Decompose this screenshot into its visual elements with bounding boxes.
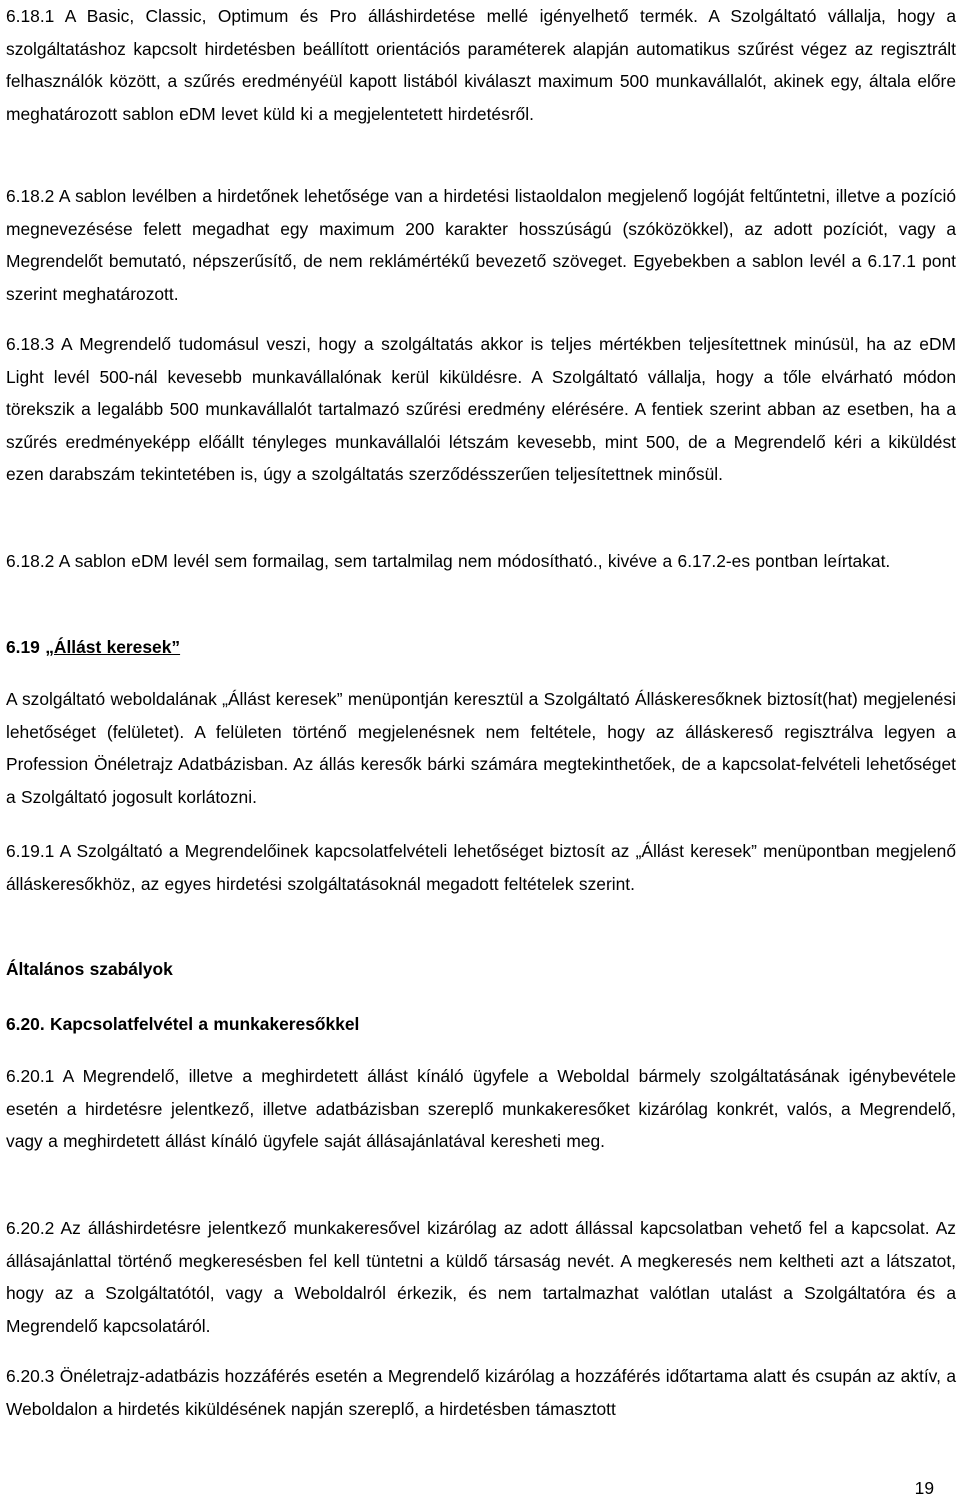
page-number: 19 [914,1478,934,1498]
paragraph-6-20-1: 6.20.1 A Megrendelő, illetve a meghirdetett állást kínáló ügyfele a Weboldal bármely szolgáltatásának igénybevétele esetén a hirdetésre jelentkező, illetve adatbázisban szereplő munkakeresőket kizárólag konkrét, valós, a Megrendelő, vagy a meghirdetett állást kínáló ügyfele saját állásajánlatával keresheti meg. [6,1066,956,1152]
section-number-6-19: 6.19 [6,637,46,657]
heading-general-rules: Általános szabályok [6,959,173,979]
section-heading-6-20: 6.20. Kapcsolatfelvétel a munkakeresőkkel [6,1014,360,1034]
paragraph-6-20-3: 6.20.3 Önéletrajz-adatbázis hozzáférés esetén a Megrendelő kizárólag a hozzáférés időtartama alatt és csupán az aktív, a Weboldalon a hirdetés kiküldésének napján szereplő, a hirdetésben támasztott [6,1366,956,1419]
paragraph-6-18-1: 6.18.1 A Basic, Classic, Optimum és Pro álláshirdetése mellé igényelhető termék. A Szolgáltató vállalja, hogy a szolgáltatáshoz kapcsolt hirdetésben beállított orientációs paraméterek alapján automatikus szűrést végez az regisztrált felhasználók között, a szűrés eredményéül kapott listából kiválaszt maximum 500 munkavállalót, akinek egy, általa előre meghatározott sablon eDM levet küld ki a megjelentetett hirdetésről. [6,6,956,124]
paragraph-6-18-2-edm-letter: 6.18.2 A sablon eDM levél sem formailag, sem tartalmilag nem módosítható., kivéve a 6.17.2-es pontban leírtakat. [6,551,891,571]
section-heading-6-19 [6,631,180,664]
paragraph-6-18-2-template-letter: 6.18.2 A sablon levélben a hirdetőnek lehetősége van a hirdetési listaoldalon megjelenő logóját feltűntetni, illetve a pozíció megnevezésése felett megadhat egy maximum 200 karakter hosszúságú (szóközökkel), az adott pozíciót, vagy a Megrendelőt bemutató, népszerűsítő, de nem reklámértékű bevezető szöveget. Egyebekben a sablon levél a 6.17.1 pont szerint meghatározott. [6,186,956,304]
paragraph-6-18-3: 6.18.3 A Megrendelő tudomásul veszi, hogy a szolgáltatás akkor is teljes mértékben teljesítettnek minúsül, ha az eDM Light levél 500-nál kevesebb munkavállalónak kerül kiküldésre. A Szolgáltató vállalja, hogy a tőle elvárható módon törekszik a legalább 500 munkavállalót tartalmazó szűrési eredmény elérésére. A fentiek szerint abban az esetben, ha a szűrés eredményeképp előállt tényleges munkavállalói létszám kevesebb, mint 500, de a Megrendelő kéri a kiküldést ezen darabszám tekintetében is, úgy a szolgáltatás szerződésszerűen teljesítettnek minősül. [6,334,956,485]
paragraph-6-19-intro: A szolgáltató weboldalának „Állást keresek” menüpontján keresztül a Szolgáltató Álláskeresőknek biztosít(hat) megjelenési lehetőséget (felületet). A felületen történő megjelenésnek nem feltétele, hogy az álláskereső regisztrálva legyen a Profession Önéletrajz Adatbázisban. Az állás keresők bárki számára megtekinthetőek, de a kapcsolat-felvételi lehetőséget a Szolgáltató jogosult korlátozni. [6,689,956,807]
paragraph-6-19-1: 6.19.1 A Szolgáltató a Megrendelőinek kapcsolatfelvételi lehetőséget biztosít az „Állást keresek” menüpontban megjelenő álláskeresőkhöz, az egyes hirdetési szolgáltatásoknál megadott feltételek szerint. [6,841,956,894]
section-title-6-19: „Állást keresek” [45,637,181,657]
paragraph-6-20-2: 6.20.2 Az álláshirdetésre jelentkező munkakeresővel kizárólag az adott állással kapcsolatban vehető fel a kapcsolat. Az állásajánlattal történő megkeresésben fel kell tüntetni a küldő társaság nevét. A megkeresés nem keltheti azt a látszatot, hogy az a Szolgáltatótól, vagy a Weboldalról érkezik, és nem tartalmazhat valótlan utalást a Szolgáltatóra és a Megrendelő kapcsolatáról. [6,1218,956,1336]
